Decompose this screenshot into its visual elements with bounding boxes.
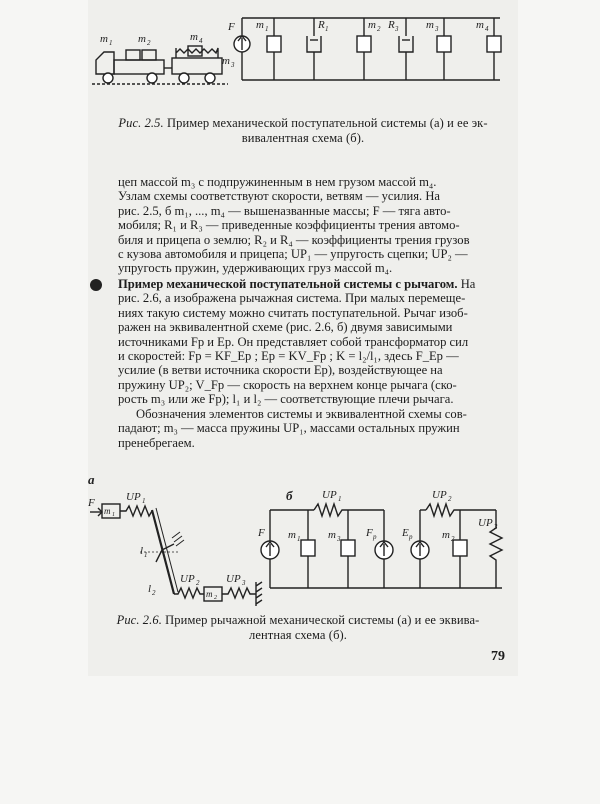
text-line: рис. 2.5, б m₁, ..., m₄ — вышеназванные массы; F — тяга авто-	[118, 203, 451, 218]
svg-text:2: 2	[147, 39, 151, 47]
column-m3	[437, 18, 451, 80]
svg-text:3: 3	[231, 61, 235, 69]
figure-2-6	[86, 470, 516, 610]
svg-text:R: R	[388, 19, 395, 31]
paragraph-1	[118, 175, 510, 276]
svg-text:2: 2	[152, 589, 156, 597]
mass-m1-box	[126, 50, 140, 60]
svg-text:UP: UP	[478, 517, 493, 529]
text-line: биля и прицепа о землю; R₂ и R₄ — коэффициенты трения грузов	[118, 232, 470, 247]
svg-text:UP: UP	[180, 573, 195, 585]
svg-text:UP: UP	[322, 489, 337, 501]
svg-text:l: l	[140, 545, 144, 557]
caption-figure-2-5	[98, 116, 508, 146]
svg-text:2: 2	[448, 495, 452, 503]
svg-text:m: m	[368, 19, 376, 31]
truck-cab	[96, 52, 114, 74]
svg-text:F: F	[258, 527, 265, 539]
spring-UP3	[222, 588, 256, 598]
svg-text:1: 1	[265, 25, 269, 33]
svg-text:3: 3	[242, 579, 246, 587]
svg-text:F: F	[366, 527, 373, 539]
caption-2-5-label: Рис. 2.5.	[118, 116, 164, 130]
svg-text:m: m	[256, 19, 264, 31]
svg-text:m: m	[426, 19, 434, 31]
text-line: пружину UP₂; V_Fp — скорость на верхнем конце рычага (ско-	[118, 377, 457, 392]
trailer-body	[172, 58, 222, 74]
svg-text:1: 1	[109, 39, 113, 47]
svg-text:E: E	[402, 527, 409, 539]
figure-2-5	[92, 8, 510, 100]
svg-text:l: l	[148, 583, 152, 595]
svg-text:F: F	[228, 21, 235, 33]
text-line: рость m₃ или же Fp); l₁ и l₂ — соответствующие плечи рычага.	[118, 392, 454, 407]
caption-2-6-line2: лентная схема (б).	[248, 628, 348, 642]
figure-2-5-drawing	[92, 8, 510, 100]
figure-2-6-drawing	[86, 470, 516, 610]
svg-text:m: m	[476, 19, 484, 31]
caption-2-6-label: Рис. 2.6.	[116, 613, 162, 627]
caption-figure-2-6	[88, 613, 508, 643]
panel-a-label: а	[88, 472, 95, 487]
svg-text:m: m	[206, 589, 213, 599]
text-line: упругость пружин, удерживающих груз массой m₄.	[118, 261, 393, 276]
text-line: ниях такую систему можно считать поступательной. Рычаг изоб-	[118, 305, 468, 320]
lever-bar	[152, 510, 174, 594]
svg-text:m: m	[190, 31, 198, 43]
svg-text:1: 1	[142, 497, 146, 505]
svg-text:3: 3	[337, 535, 341, 543]
svg-text:m: m	[138, 33, 146, 45]
svg-text:m: m	[222, 55, 230, 67]
caption-2-5-line1: Пример механической поступательной системы (а) и ее эк-	[166, 116, 488, 130]
svg-text:m: m	[442, 529, 450, 541]
resistor-UP1	[314, 504, 384, 516]
text-line: цеп массой m₃ с подпружиненным в нем грузом массой m₄.	[118, 175, 437, 189]
text-line: и скоростей: Fp = KF_Ep ; Ep = KV_Fp ; K = l₂/l₁, здесь F_Ep —	[118, 349, 459, 364]
svg-text:F: F	[88, 497, 95, 509]
panel-b-label: б	[286, 488, 293, 503]
spring-UP2	[174, 588, 204, 598]
svg-text:m: m	[288, 529, 296, 541]
text-line: мобиля; R₁ и R₃ — приведенные коэффициенты трения автомо-	[118, 218, 460, 233]
caption-2-6-line1: Пример рычажной механической системы (а) и ее эквива-	[165, 613, 480, 627]
svg-text:UP: UP	[226, 573, 241, 585]
text-line: пренебрегаем.	[118, 435, 195, 450]
truck-body	[114, 60, 164, 74]
svg-text:2: 2	[196, 579, 200, 587]
text-line: падают; m₃ — масса пружины UP₁, массами остальных пружин	[118, 421, 460, 436]
svg-text:UP: UP	[432, 489, 447, 501]
section-bullet	[90, 279, 102, 291]
text-line: рис. 2.6, а изображена рычажная система. При малых перемеще-	[118, 291, 466, 306]
column-m1	[267, 18, 281, 80]
svg-text:4: 4	[199, 37, 203, 45]
svg-text:m: m	[100, 33, 108, 45]
svg-text:1: 1	[338, 495, 342, 503]
svg-text:1: 1	[325, 25, 329, 33]
resistor-UP2	[426, 504, 496, 516]
text-line: Узлам схемы соответствуют скорости, ветвям — усилия. На	[118, 189, 441, 204]
svg-text:p: p	[373, 533, 377, 541]
svg-text:2: 2	[451, 535, 455, 543]
svg-text:1: 1	[144, 551, 148, 559]
svg-text:UP: UP	[126, 491, 141, 503]
paragraph-2	[118, 277, 510, 407]
spring-UP1	[120, 506, 152, 516]
svg-text:2: 2	[377, 25, 381, 33]
text-line: усилие (в ветви источника скорости Ep), воздействующее на	[118, 363, 443, 378]
svg-text:1: 1	[112, 512, 115, 518]
mass-m2-box	[142, 50, 156, 60]
svg-text:4: 4	[485, 25, 489, 33]
section-heading: Пример механической поступательной системы с рычагом.	[118, 277, 458, 291]
page-number: 79	[491, 649, 505, 664]
svg-text:p: p	[409, 533, 413, 541]
text-line: Обозначения элементов системы и эквивалентной схемы сов-	[136, 407, 467, 421]
paragraph-3	[118, 407, 510, 450]
svg-text:1: 1	[297, 535, 301, 543]
svg-text:m: m	[328, 529, 336, 541]
text-line: источниками Fp и Ep. Он представляет собой трансформатор сил	[118, 334, 469, 349]
svg-text:3: 3	[435, 25, 439, 33]
svg-text:R: R	[318, 19, 325, 31]
svg-text:3: 3	[395, 25, 399, 33]
column-R3	[399, 18, 413, 80]
svg-text:m: m	[104, 506, 111, 516]
heading-tail: На	[460, 277, 476, 291]
column-m4	[487, 18, 501, 80]
text-line: с кузова автомобиля и прицепа; UP₁ — упругость сцепки; UP₂ —	[118, 247, 468, 262]
text-line: ражен на эквивалентной схеме (рис. 2.6, б) двумя зависимыми	[118, 320, 453, 335]
svg-text:2: 2	[214, 595, 217, 601]
caption-2-5-line2: вивалентная схема (б).	[241, 131, 365, 145]
svg-text:3: 3	[494, 523, 498, 531]
